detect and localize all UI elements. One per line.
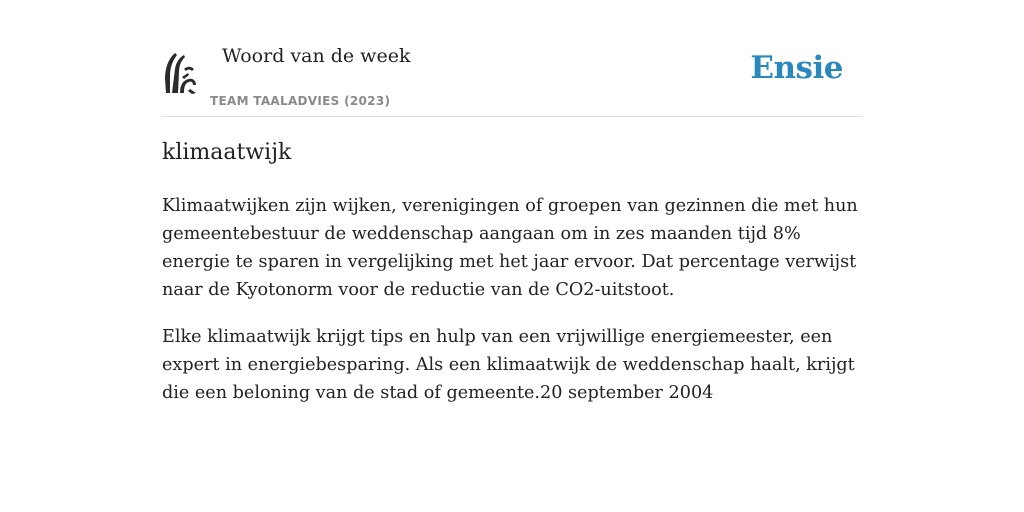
section-title: Woord van de week <box>222 45 411 67</box>
entry-header <box>162 0 862 117</box>
paragraph: Klimaatwijken zijn wijken, verenigingen of groepen van gezinnen die met hun gemeentebestuur de weddenschap aangaan om in zes maanden tijd 8% energie te sparen in vergelijking met het jaar ervoor. Dat percentage verwijst naar de Kyotonorm voor de reductie van de CO2-uitstoot. <box>162 196 858 300</box>
flemish-lion-icon <box>162 49 198 95</box>
entry-body <box>162 192 862 426</box>
ensie-brand-link[interactable]: Ensie <box>750 50 843 86</box>
entry-date: 20 september 2004 <box>540 383 714 403</box>
paragraph-text: Elke klimaatwijk krijgt tips en hulp van een vrijwillige energiemeester, een expert in energiebesparing. Als een klimaatwijk de weddenschap haalt, krijgt die een beloning van de stad of gemeente. <box>162 327 855 403</box>
headword: klimaatwijk <box>162 140 292 165</box>
author-label: TEAM TAALADVIES (2023) <box>210 94 391 108</box>
entry-card <box>162 0 862 403</box>
paragraph <box>162 323 862 407</box>
